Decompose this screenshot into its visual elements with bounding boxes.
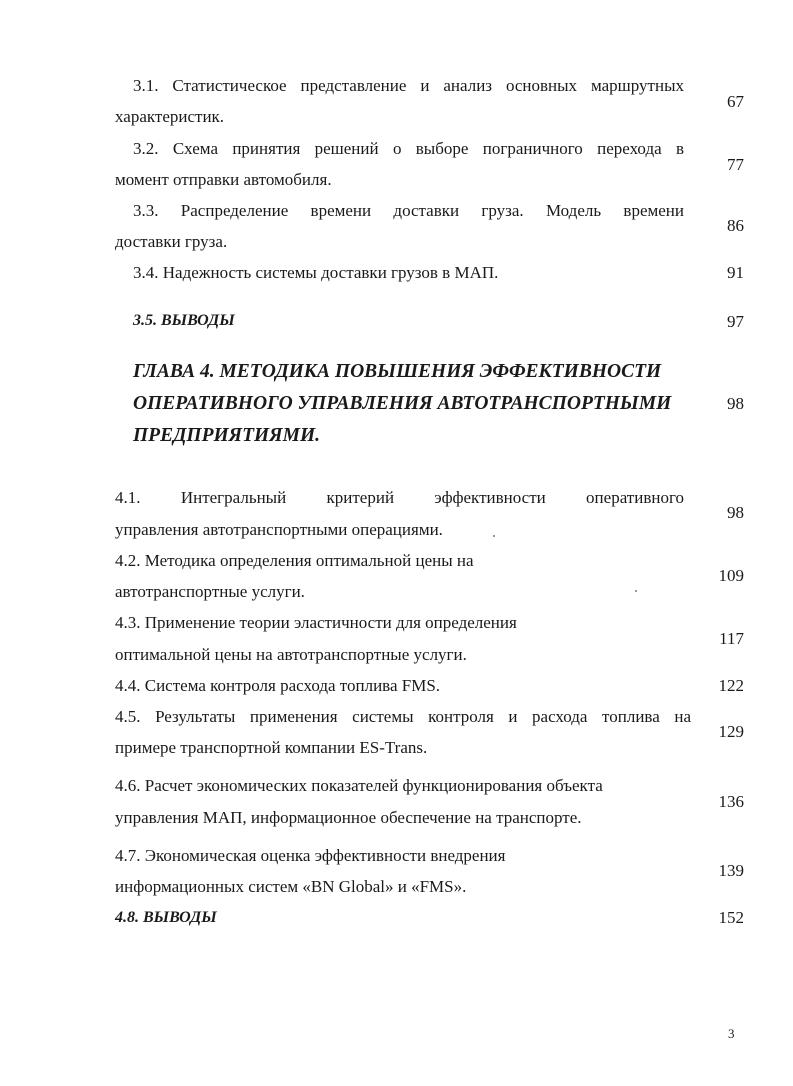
toc-entry-title-line1: 4.4. Система контроля расхода топлива FMS. <box>115 676 441 695</box>
toc-entry-title-line1: 3.1. Статистическое представление и анализ основных маршрутных <box>133 76 684 95</box>
toc-entry-title-line1: 4.6. Расчет экономических показателей функционирования объекта <box>115 776 603 795</box>
toc-entry-title-line1: 4.8. ВЫВОДЫ <box>115 909 217 926</box>
chapter-title-line2: ОПЕРАТИВНОГО УПРАВЛЕНИЯ АВТОТРАНСПОРТНЫМИ <box>133 393 672 414</box>
toc-page-number: 67 <box>727 92 744 111</box>
toc-entry-title-line2: характеристик. <box>115 107 225 126</box>
chapter-title-line3: ПРЕДПРИЯТИЯМИ. <box>133 425 320 446</box>
toc-entry-title-line2: управления автотранспортными операциями. <box>115 520 443 539</box>
toc-page-number: 139 <box>718 861 744 880</box>
chapter-title-line1: ГЛАВА 4. МЕТОДИКА ПОВЫШЕНИЯ ЭФФЕКТИВНОСТИ <box>133 361 662 382</box>
toc-entry-title-line1: 3.4. Надежность системы доставки грузов в МАП. <box>133 263 499 282</box>
scan-speck <box>493 535 495 537</box>
toc-page-number: 97 <box>727 312 744 331</box>
toc-entry-title-line2: информационных систем «BN Global» и «FMS». <box>115 877 467 896</box>
toc-entry-title-line1: 3.3. Распределение времени доставки груза. Модель времени <box>133 201 684 220</box>
toc-page-number: 91 <box>727 263 744 282</box>
toc-page-number: 136 <box>718 792 744 811</box>
toc-entry-title-line1: 4.3. Применение теории эластичности для определения <box>115 613 517 632</box>
toc-entry-title-line1: 4.5. Результаты применения системы контроля и расхода топлива на <box>115 707 691 726</box>
toc-page-number: 152 <box>718 908 744 927</box>
toc-entry-title-line1: 3.2. Схема принятия решений о выборе пограничного перехода в <box>133 139 684 158</box>
toc-page-number: 98 <box>727 394 744 413</box>
page-number: 3 <box>728 1026 735 1041</box>
scan-speck <box>635 590 637 592</box>
toc-entry-title-line1: 4.1. Интегральный критерий эффективности оперативного <box>115 488 684 507</box>
toc-entry-title-line2: автотранспортные услуги. <box>115 582 305 601</box>
toc-entry-title-line2: доставки груза. <box>115 232 228 251</box>
toc-entry-title-line1: 3.5. ВЫВОДЫ <box>133 312 235 329</box>
toc-page-number: 77 <box>727 155 744 174</box>
toc-page-number: 117 <box>719 629 744 648</box>
toc-entry-title-line2: управления МАП, информационное обеспечение на транспорте. <box>115 808 582 827</box>
toc-page-number: 86 <box>727 216 744 235</box>
toc-entry-title-line2: момент отправки автомобиля. <box>115 170 332 189</box>
toc-entry-title-line2: примере транспортной компании ES-Trans. <box>115 738 428 757</box>
toc-entry-title-line2: оптимальной цены на автотранспортные услуги. <box>115 645 467 664</box>
toc-page-number: 98 <box>727 503 744 522</box>
toc-page-number: 122 <box>718 676 744 695</box>
toc-page-number: 129 <box>718 722 744 741</box>
toc-page-number: 109 <box>718 566 744 585</box>
toc-entry-title-line1: 4.7. Экономическая оценка эффективности внедрения <box>115 846 506 865</box>
toc-entry-title-line1: 4.2. Методика определения оптимальной цены на <box>115 551 474 570</box>
